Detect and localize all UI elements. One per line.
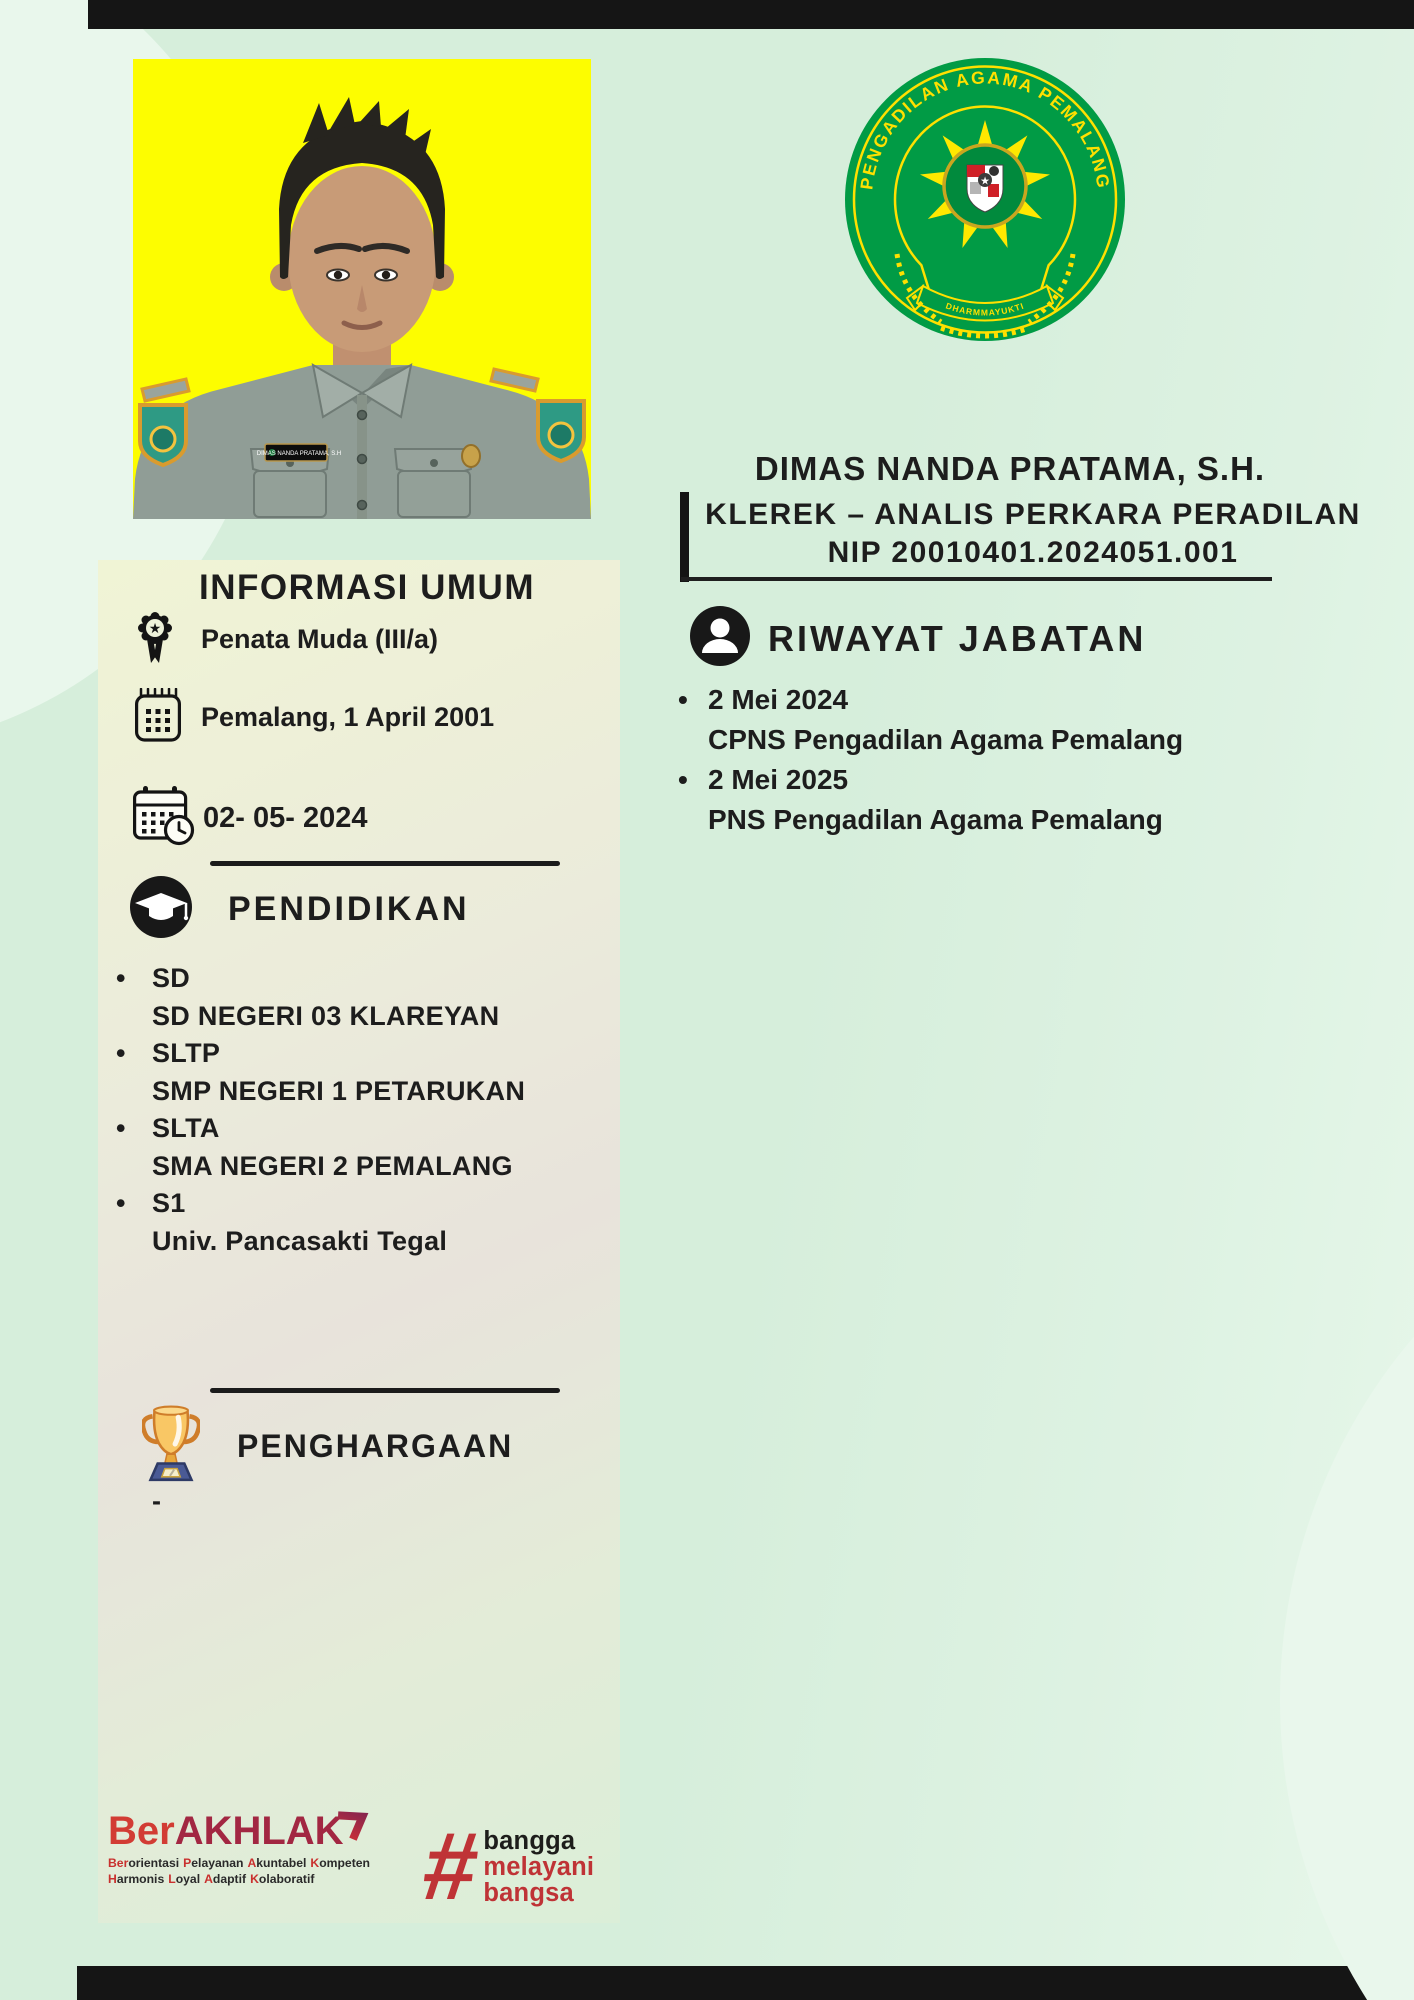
edu-level: SLTP <box>152 1038 221 1068</box>
chevron-arrow-icon <box>334 1802 374 1847</box>
seal-arc-text: PENGADILAN AGAMA PEMALANG <box>856 67 1114 191</box>
riwayat-date: 2 Mei 2025 <box>708 764 849 795</box>
berakhlak-prefix: Ber <box>108 1809 175 1853</box>
pendidikan-heading: PENDIDIKAN <box>228 890 470 928</box>
riwayat-heading: RIWAYAT JABATAN <box>768 617 1147 659</box>
employee-position: KLEREK – ANALIS PERKARA PERADILAN <box>705 498 1361 531</box>
riwayat-role: CPNS Pengadilan Agama Pemalang <box>708 724 1184 755</box>
bangsa-word: bangsa <box>483 1879 574 1907</box>
court-seal-illustration <box>845 58 1125 341</box>
bullet: • <box>116 1188 126 1218</box>
decor-circle-bottom-right <box>1280 1140 1414 2000</box>
riwayat-role: PNS Pengadilan Agama Pemalang <box>708 804 1163 835</box>
berakhlak-logo <box>108 1810 398 1887</box>
svg-text:★: ★ <box>980 175 990 188</box>
berakhlak-rest: AKHLAK <box>174 1809 344 1853</box>
hashtag-icon: # <box>417 1813 485 1920</box>
id-photo <box>133 59 591 519</box>
calendar-clock-icon <box>133 786 195 851</box>
court-seal <box>845 58 1125 341</box>
tmt-row <box>133 786 367 851</box>
svg-text:★: ★ <box>148 620 162 636</box>
title-accent-bar <box>680 492 689 582</box>
bottom-black-bar <box>77 1966 1414 2000</box>
edu-level: SD <box>152 963 191 993</box>
person-icon <box>690 606 750 671</box>
edu-level: SLTA <box>152 1113 220 1143</box>
berakhlak-tagline-2: Harmonis Loyal Adaptif Kolaboratif <box>108 1871 315 1886</box>
employee-name: DIMAS NANDA PRATAMA, S.H. <box>754 450 1266 487</box>
bullet: • <box>678 764 688 795</box>
section-riwayat-jabatan <box>690 606 1146 671</box>
pendidikan-item <box>116 1035 566 1110</box>
rank-value: Penata Muda (III/a) <box>201 624 439 654</box>
birthplace-value: Pemalang, 1 April 2001 <box>201 702 495 732</box>
calendar-icon <box>135 688 181 747</box>
edu-level: S1 <box>152 1188 186 1218</box>
riwayat-list <box>678 680 1298 840</box>
birth-row <box>135 688 494 747</box>
tmt-value: 02- 05- 2024 <box>203 802 368 834</box>
pendidikan-list <box>116 960 566 1260</box>
melayani-word: melayani <box>483 1853 595 1881</box>
section-pendidikan <box>130 876 470 943</box>
riwayat-date: 2 Mei 2024 <box>708 684 849 715</box>
top-black-bar <box>88 0 1414 29</box>
bullet: • <box>116 963 126 993</box>
seal-banner-text: DHARMMAYUKTI <box>944 300 1026 318</box>
name-tag-text: DIMAS NANDA PRATAMA, S.H <box>256 451 342 457</box>
pendidikan-item <box>116 960 566 1035</box>
bangga-word: bangga <box>483 1827 576 1855</box>
penghargaan-heading: PENGHARGAAN <box>237 1428 514 1464</box>
title-underline <box>681 577 1272 581</box>
edu-school: SMP NEGERI 1 PETARUKAN <box>152 1075 526 1106</box>
divider <box>210 1388 560 1393</box>
riwayat-item <box>678 760 1298 840</box>
medal-icon <box>135 608 175 671</box>
pendidikan-item <box>116 1185 566 1260</box>
graduation-cap-icon <box>130 876 192 943</box>
title-block <box>702 496 1364 572</box>
bullet: • <box>116 1113 126 1143</box>
rank-row <box>135 608 438 671</box>
berakhlak-tagline-1: Berorientasi Pelayanan Akuntabel Kompeten <box>108 1856 370 1870</box>
bullet: • <box>116 1038 126 1068</box>
edu-school: SD NEGERI 03 KLAREYAN <box>152 1000 500 1031</box>
bangga-melayani-bangsa-logo <box>417 1813 624 1920</box>
penghargaan-empty-value: - <box>152 1486 161 1516</box>
employee-nip: NIP 20010401.2024051.001 <box>827 536 1239 569</box>
section-penghargaan <box>142 1404 513 1489</box>
edu-school: Univ. Pancasakti Tegal <box>152 1225 448 1256</box>
pendidikan-item <box>116 1110 566 1185</box>
informasi-umum-heading: INFORMASI UMUM <box>199 568 535 607</box>
riwayat-item <box>678 680 1298 760</box>
bullet: • <box>678 684 688 715</box>
divider <box>210 861 560 866</box>
edu-school: SMA NEGERI 2 PEMALANG <box>152 1150 513 1181</box>
portrait-illustration <box>133 59 591 519</box>
trophy-icon <box>142 1404 200 1489</box>
